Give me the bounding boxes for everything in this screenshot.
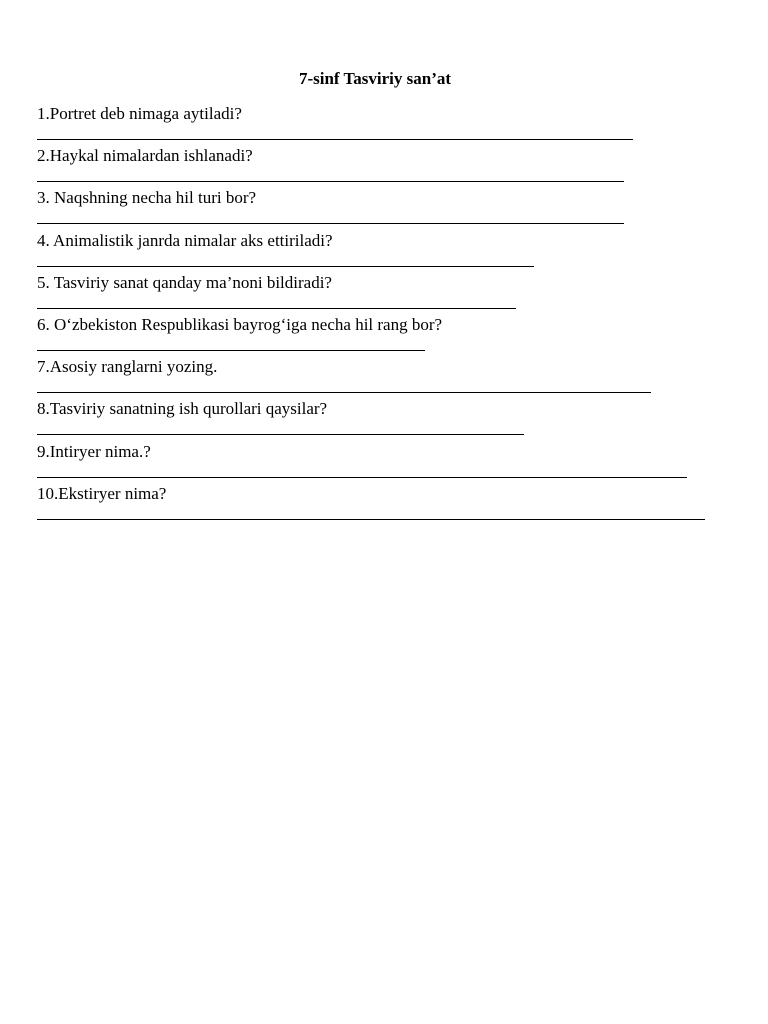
question-item [37,145,737,187]
question-item [37,103,737,145]
answer-line[interactable] [37,139,633,140]
question-text: 8.Tasviriy sanatning ish qurollari qaysilar? [37,399,328,419]
question-text: 10.Ekstiryer nima? [37,483,167,503]
answer-line[interactable] [37,519,705,520]
question-text: 5. Tasviriy sanat qanday ma’noni bildiradi? [37,272,332,292]
question-item [37,483,737,525]
question-list [37,103,737,525]
answer-line[interactable] [37,477,687,478]
question-item [37,272,737,314]
question-text: 6. O‘zbekiston Respublikasi bayrog‘iga necha hil rang bor? [37,314,443,334]
question-text: 7.Asosiy ranglarni yozing. [37,357,218,377]
question-text: 2.Haykal nimalardan ishlanadi? [37,146,253,166]
answer-line[interactable] [37,392,651,393]
question-text: 3. Naqshning necha hil turi bor? [37,188,257,208]
answer-line[interactable] [37,266,534,267]
question-text: 4. Animalistik janrda nimalar aks ettiriladi? [37,230,333,250]
answer-line[interactable] [37,181,624,182]
question-item [37,441,737,483]
question-item [37,314,737,356]
question-item [37,356,737,398]
question-item [37,187,737,229]
question-text: 1.Portret deb nimaga aytiladi? [37,104,242,123]
question-item [37,398,737,440]
question-item [37,230,737,272]
answer-line[interactable] [37,308,516,309]
question-text: 9.Intiryer nima.? [37,441,151,461]
answer-line[interactable] [37,223,624,224]
answer-line[interactable] [37,434,524,435]
page-title: 7-sinf Tasviriy san’at [298,69,452,88]
answer-line[interactable] [37,350,425,351]
